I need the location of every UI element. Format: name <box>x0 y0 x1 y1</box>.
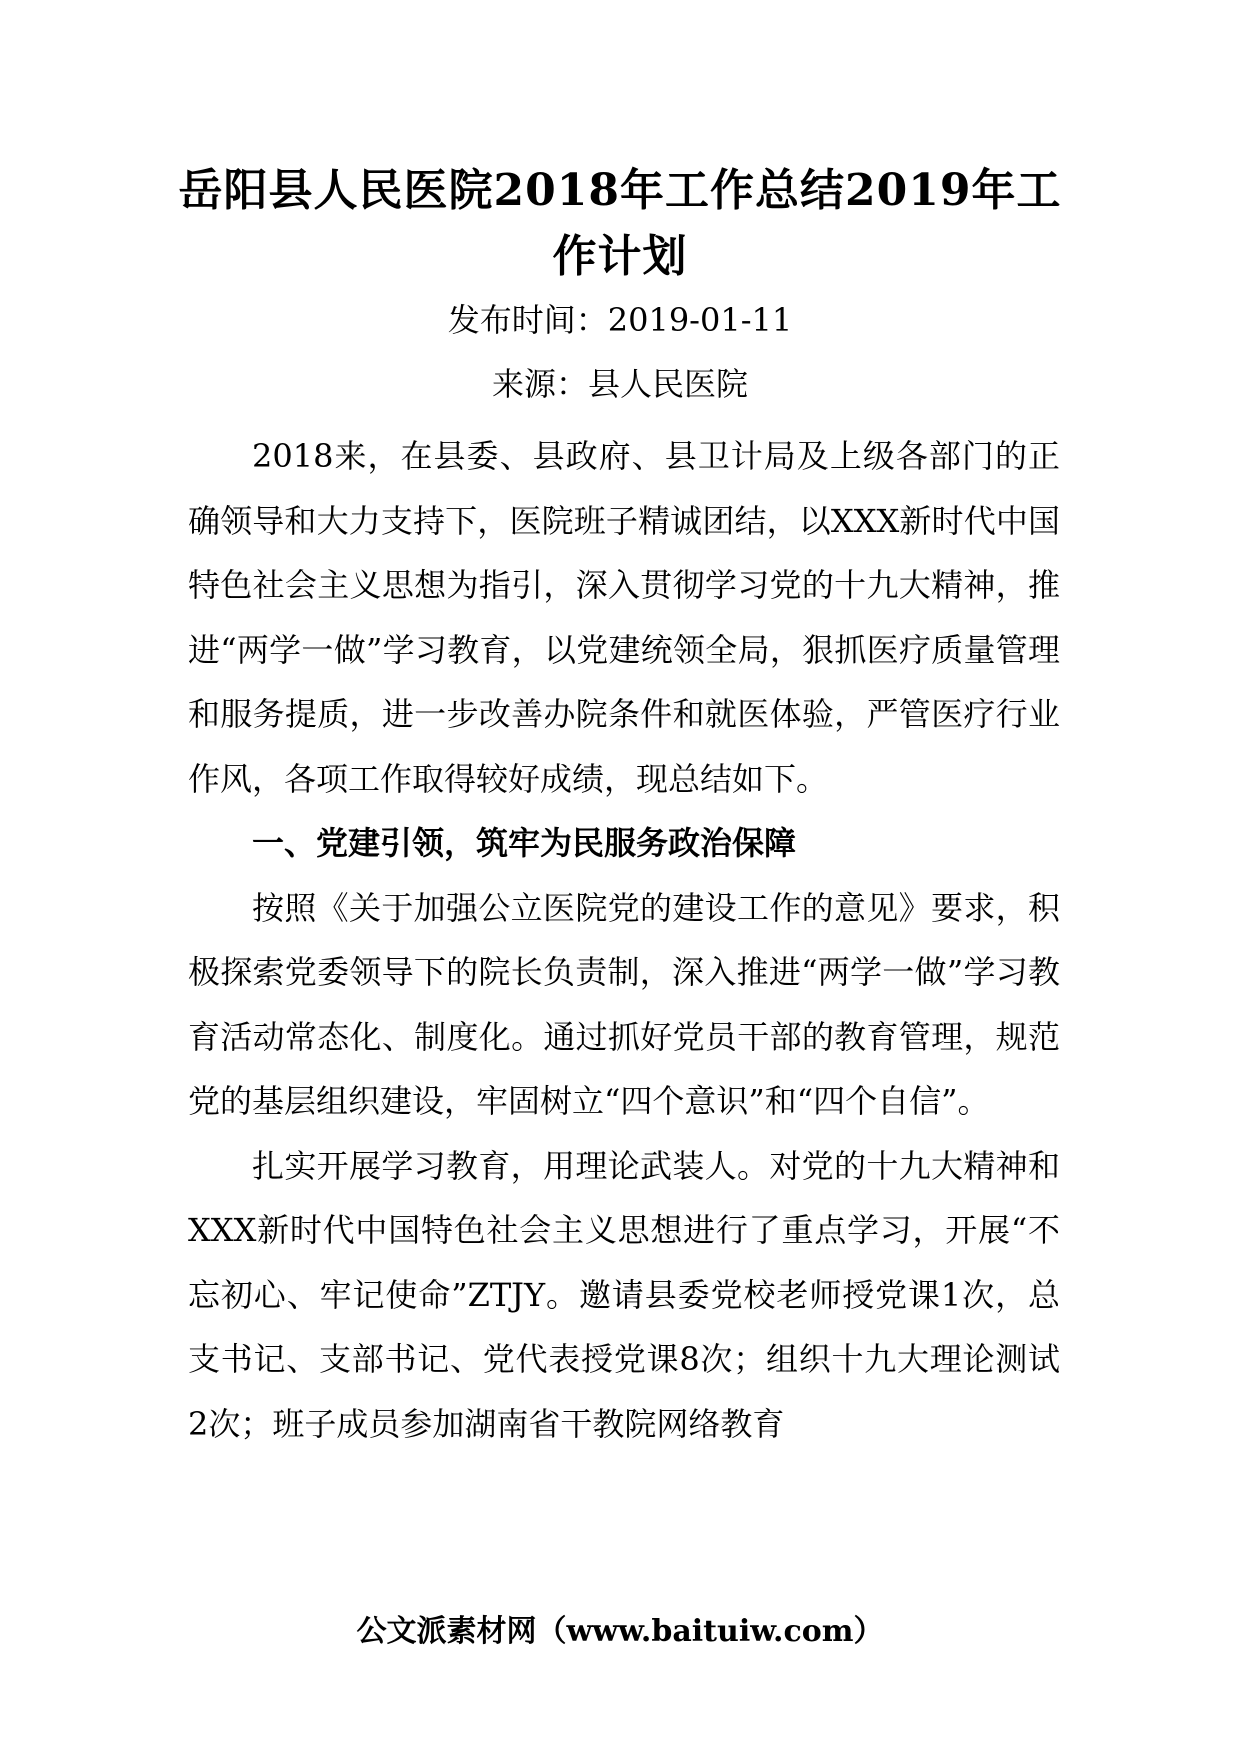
publish-time: 发布时间：2019-01-11 <box>447 301 793 339</box>
document-title: 岳阳县人民医院2018年工作总结2019年工作计划 <box>178 165 1062 282</box>
source-line: 来源：县人民医院 <box>491 365 748 403</box>
intro-paragraph: 2018来，在县委、县政府、县卫计局及上级各部门的正确领导和大力支持下，医院班子精诚团结，以XXX新时代中国特色社会主义思想为指引，深入贯彻学习党的十九大精神，推进“两学一做”学习教育，以党建统领全局，狠抓医疗质量管理和服务提质，进一步改善办院条件和就医体验，严管医疗行业作风，各项工作取得较好成绩，现总结如下。 <box>188 437 1060 798</box>
section-heading: 一、党建引领，筑牢为民服务政治保障 <box>252 824 797 862</box>
document-body <box>188 424 1060 1456</box>
footer-watermark: 公文派素材网（www.baituiw.com） <box>356 1614 884 1649</box>
section-paragraph-1: 按照《关于加强公立医院党的建设工作的意见》要求，积极探索党委领导下的院长负责制，深入推进“两学一做”学习教育活动常态化、制度化。通过抓好党员干部的教育管理，规范党的基层组织建设，牢固树立“四个意识”和“四个自信”。 <box>188 888 1060 1120</box>
section-paragraph-2: 扎实开展学习教育，用理论武装人。对党的十九大精神和XXX新时代中国特色社会主义思想进行了重点学习，开展“不忘初心、牢记使命”ZTJY。邀请县委党校老师授党课1次，总支书记、支部书记、党代表授党课8次；组织十九大理论测试2次；班子成员参加湖南省干教院网络教育 <box>188 1146 1060 1443</box>
